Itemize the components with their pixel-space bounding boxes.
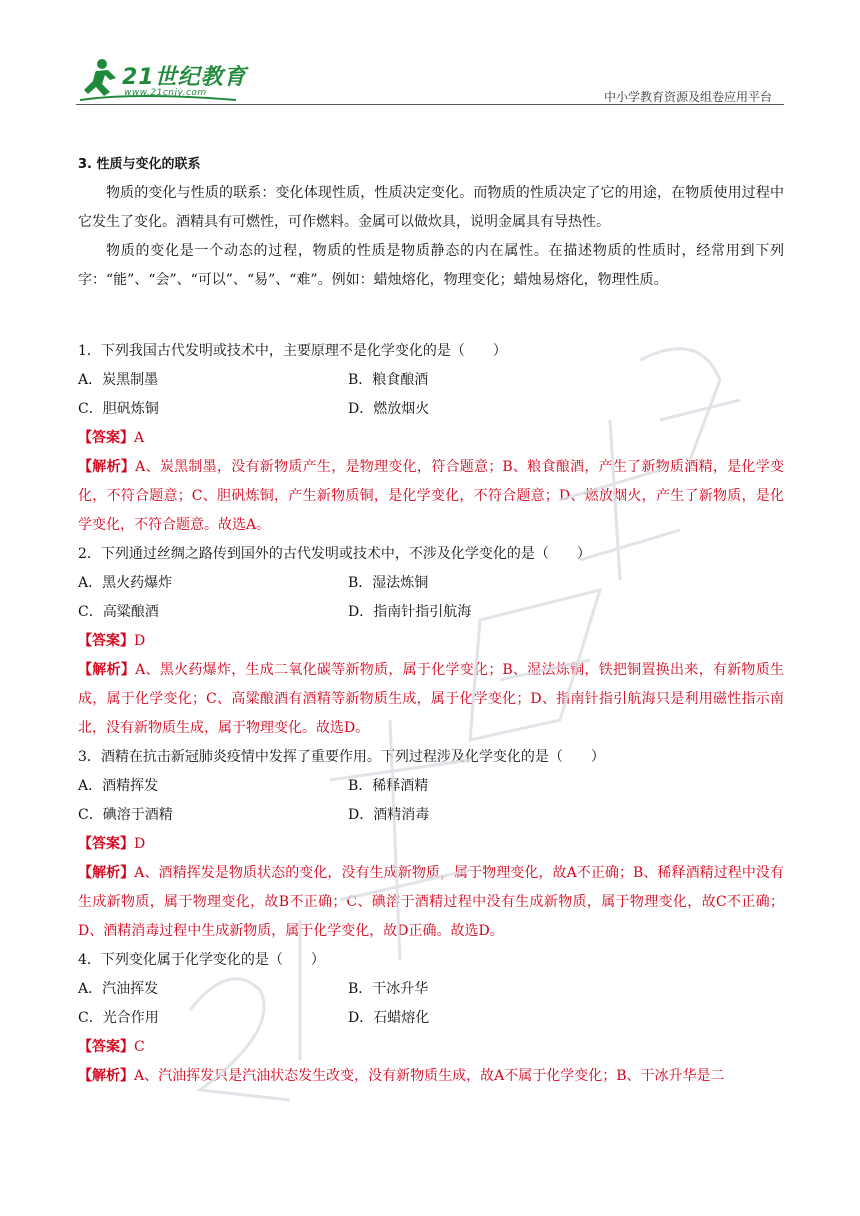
answer-line <box>78 424 784 453</box>
options-row <box>78 366 784 395</box>
option-c: C．高粱酿酒 <box>78 604 159 620</box>
header-divider <box>76 104 784 105</box>
answer-value: D <box>134 633 146 649</box>
option-a: A．炭黑制墨 <box>78 372 159 388</box>
option-b: B．湿法炼铜 <box>348 575 429 591</box>
section-title: 3. 性质与变化的联系 <box>78 157 201 172</box>
question-stem: 4．下列变化属于化学变化的是（ ） <box>78 952 325 968</box>
answer-label: 【答案】 <box>78 633 134 649</box>
logo-text: 21世纪教育 <box>122 65 247 90</box>
question-stem: 1．下列我国古代发明或技术中，主要原理不是化学变化的是（ ） <box>78 343 507 359</box>
answer-line <box>78 830 784 859</box>
option-d: D．燃放烟火 <box>348 401 430 417</box>
answer-label: 【答案】 <box>78 1039 134 1055</box>
option-a: A．酒精挥发 <box>78 778 159 794</box>
explanation <box>78 453 784 540</box>
options-row <box>78 1004 784 1033</box>
option-a: A．黑火药爆炸 <box>78 575 173 591</box>
option-d: D．指南针指引航海 <box>348 604 472 620</box>
option-b: B．稀释酒精 <box>348 778 429 794</box>
option-c: C．光合作用 <box>78 1010 159 1026</box>
answer-label: 【答案】 <box>78 430 134 446</box>
options-row <box>78 801 784 830</box>
answer-value: C <box>134 1039 145 1055</box>
logo-url: www.21cnjy.com <box>124 88 207 98</box>
explanation-text: A、酒精挥发是物质状态的变化，没有生成新物质，属于物理变化，故A不正确；B、稀释酒精过程中没有生成新物质，属于物理变化，故B不正确；C、碘溶于酒精过程中没有生成新物质，属于物理变化，故C不正确；D、酒精消毒过程中生成新物质，属于化学变化，故D正确。故选D。 <box>78 865 785 939</box>
option-b: B．粮食酿酒 <box>348 372 429 388</box>
question-stem: 2．下列通过丝绸之路传到国外的古代发明或技术中，不涉及化学变化的是（ ） <box>78 546 591 562</box>
question-stem: 3．酒精在抗击新冠肺炎疫情中发挥了重要作用。下列过程涉及化学变化的是（ ） <box>78 749 605 765</box>
explanation-label: 【解析】 <box>78 459 136 475</box>
option-c: C．胆矾炼铜 <box>78 401 159 417</box>
explanation-label: 【解析】 <box>78 1068 134 1084</box>
page-header <box>0 0 860 110</box>
section-paragraph: 物质的变化与性质的联系：变化体现性质，性质决定变化。而物质的性质决定了它的用途，在物质使用过程中它发生了变化。酒精具有可燃性，可作燃料。金属可以做炊具，说明金属具有导热性。 <box>78 185 784 230</box>
option-b: B．干冰升华 <box>348 981 429 997</box>
explanation-text: A、炭黑制墨，没有新物质产生，是物理变化，符合题意；B、粮食酿酒，产生了新物质酒精，是化学变化，不符合题意；C、胆矾炼铜，产生新物质铜，是化学变化，不符合题意；D、燃放烟火，产生了新物质，是化学变化，不符合题意。故选A。 <box>78 459 784 533</box>
explanation-text: A、汽油挥发只是汽油状态发生改变，没有新物质生成，故A不属于化学变化；B、干冰升华是二 <box>134 1068 725 1084</box>
explanation <box>78 656 784 743</box>
answer-line <box>78 627 784 656</box>
options-row <box>78 569 784 598</box>
explanation-text: A、黑火药爆炸，生成二氧化碳等新物质，属于化学变化；B、湿法炼铜，铁把铜置换出来，有新物质生成，属于化学变化；C、高粱酿酒有酒精等新物质生成，属于化学变化；D、指南针指引航海只是利用磁性指示南北，没有新物质生成，属于物理变化。故选D。 <box>78 662 784 736</box>
explanation <box>78 859 784 946</box>
section-paragraph: 物质的变化是一个动态的过程，物质的性质是物质静态的内在属性。在描述物质的性质时，经常用到下列字：“能”、“会”、“可以”、“易”、“难”。例如：蜡烛熔化，物理变化；蜡烛易熔化，物理性质。 <box>78 243 784 288</box>
option-c: C．碘溶于酒精 <box>78 807 173 823</box>
explanation-label: 【解析】 <box>78 865 135 881</box>
explanation <box>78 1062 784 1091</box>
option-a: A．汽油挥发 <box>78 981 159 997</box>
answer-label: 【答案】 <box>78 836 134 852</box>
platform-name: 中小学教育资源及组卷应用平台 <box>603 90 772 104</box>
options-row <box>78 772 784 801</box>
option-d: D．酒精消毒 <box>348 807 430 823</box>
options-row <box>78 395 784 424</box>
explanation-label: 【解析】 <box>78 662 136 678</box>
options-row <box>78 598 784 627</box>
answer-value: D <box>134 836 146 852</box>
document-body <box>78 150 784 1091</box>
options-row <box>78 975 784 1004</box>
option-d: D．石蜡熔化 <box>348 1010 430 1026</box>
answer-line <box>78 1033 784 1062</box>
answer-value: A <box>134 430 145 446</box>
